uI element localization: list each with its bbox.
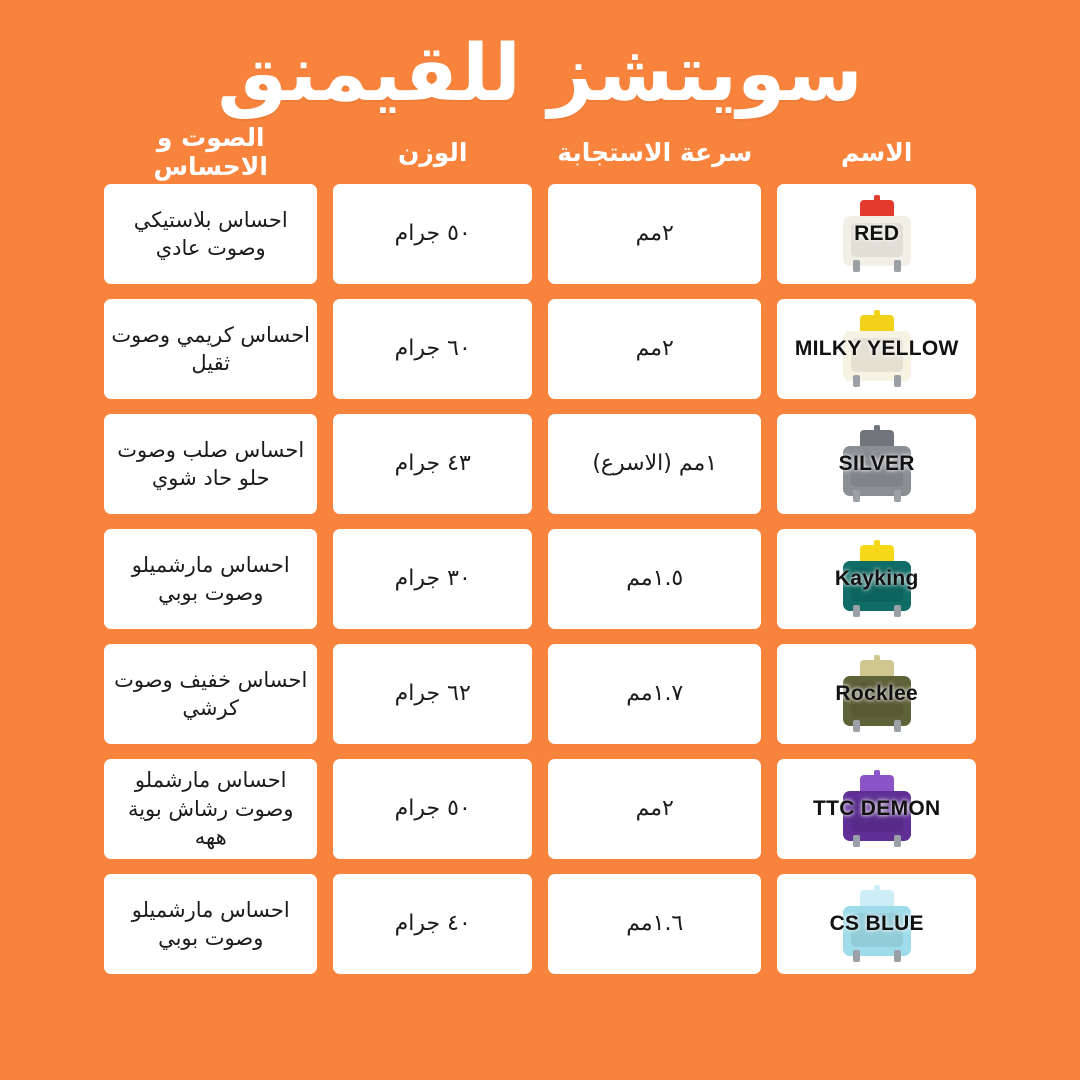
switch-weight-cell: ٥٠ جرام xyxy=(333,184,532,284)
switch-name-cell xyxy=(777,759,976,859)
column-header-speed: سرعة الاستجابة xyxy=(557,137,753,167)
table-row xyxy=(104,874,976,974)
switch-speed-cell: ١.٦مم xyxy=(548,874,761,974)
switch-name-cell xyxy=(777,874,976,974)
page-title: سويتشز للقيمنق xyxy=(217,29,863,119)
column-header-name: الاسم xyxy=(841,137,913,167)
table-row xyxy=(104,644,976,744)
switch-weight-cell: ٤٣ جرام xyxy=(333,414,532,514)
column-header-sound: الصوت و الاحساس xyxy=(153,123,268,181)
table-row xyxy=(104,759,976,859)
switch-weight-cell: ٣٠ جرام xyxy=(333,529,532,629)
switch-name-label: RED xyxy=(854,221,900,245)
switch-speed-cell: ٢مم xyxy=(548,759,761,859)
switch-name-cell xyxy=(777,644,976,744)
switch-name-cell xyxy=(777,414,976,514)
switch-speed-cell: ٢مم xyxy=(548,299,761,399)
switch-speed-cell: ١.٥مم xyxy=(548,529,761,629)
switch-sound-cell: احساس كريمي وصوت ثقيل xyxy=(104,299,317,399)
switch-weight-cell: ٤٠ جرام xyxy=(333,874,532,974)
switch-sound-cell: احساس مارشميلو وصوت بوبي xyxy=(104,529,317,629)
switch-sound-cell: احساس صلب وصوت حلو حاد شوي xyxy=(104,414,317,514)
switch-sound-cell: احساس خفيف وصوت كرشي xyxy=(104,644,317,744)
switch-weight-cell: ٥٠ جرام xyxy=(333,759,532,859)
switch-speed-cell: ١مم (الاسرع) xyxy=(548,414,761,514)
switch-name-cell xyxy=(777,299,976,399)
switch-name-label: TTC DEMON xyxy=(812,796,941,820)
switch-sound-cell: احساس مارشملو وصوت رشاش بوية ههه xyxy=(104,759,317,859)
switch-name-label: Rocklee xyxy=(835,681,919,705)
table-row xyxy=(104,529,976,629)
switch-speed-cell: ٢مم xyxy=(548,184,761,284)
switch-weight-cell: ٦٠ جرام xyxy=(333,299,532,399)
table-row xyxy=(104,184,976,284)
switch-name-label: CS BLUE xyxy=(829,911,924,935)
switch-name-label: MILKY YELLOW xyxy=(794,336,959,360)
switch-weight-cell: ٦٢ جرام xyxy=(333,644,532,744)
switch-name-cell xyxy=(777,184,976,284)
switch-speed-cell: ١.٧مم xyxy=(548,644,761,744)
table-header-row xyxy=(0,123,1080,181)
switch-name-label: SILVER xyxy=(838,451,915,475)
switch-comparison-table xyxy=(0,174,1080,974)
title-container xyxy=(0,0,1080,130)
switch-name-label: Kayking xyxy=(834,566,919,590)
table-row xyxy=(104,414,976,514)
switch-sound-cell: احساس مارشميلو وصوت بوبي xyxy=(104,874,317,974)
table-row xyxy=(104,299,976,399)
switch-sound-cell: احساس بلاستيكي وصوت عادي xyxy=(104,184,317,284)
column-header-weight: الوزن xyxy=(398,137,468,167)
switch-name-cell xyxy=(777,529,976,629)
